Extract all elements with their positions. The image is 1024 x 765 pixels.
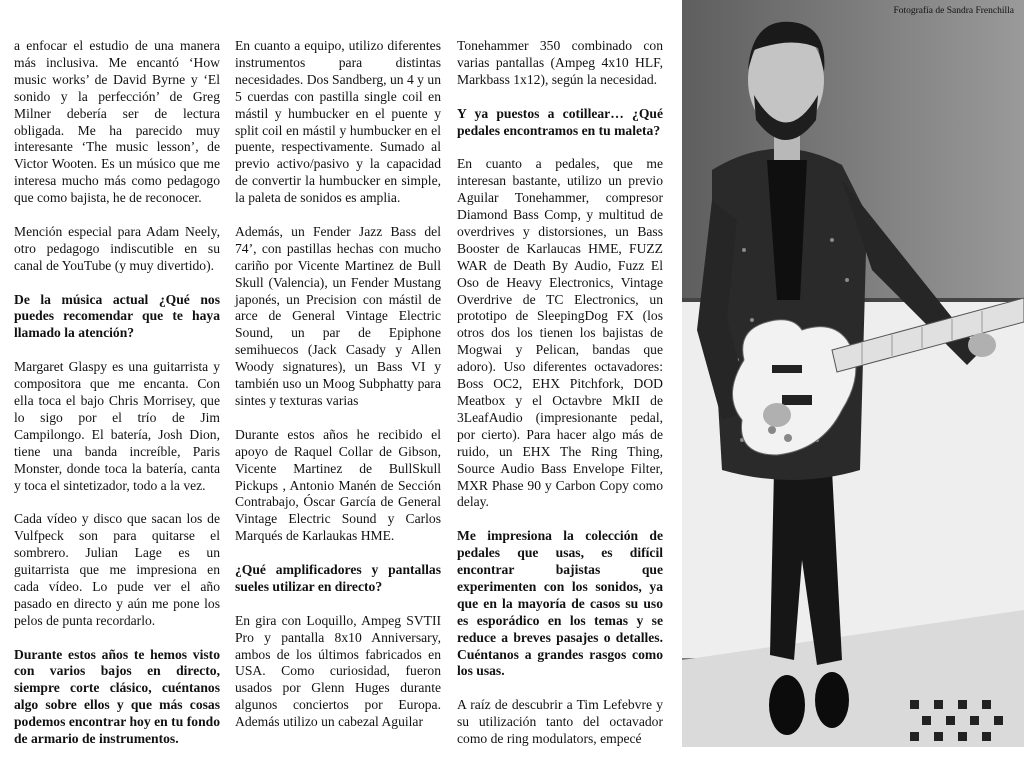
interview-question: Durante estos años te hemos visto con varios bajos en directo, siempre corte clásico, cuéntanos algo sobre ellos y que más cosas podemos encontrar hoy en tu fondo de armario de instrumentos. [14,646,220,747]
answer-paragraph: Cada vídeo y disco que sacan los de Vulfpeck son para quitarse el sombrero. Julian Lage es un guitarrista que me impresiona en cada vídeo. Lo pude ver el año pasado en directo y aún me pone los pelos de punta recordarlo. [14,511,220,628]
answer-paragraph: En cuanto a equipo, utilizo diferentes instrumentos para distintas necesidades. Dos Sandberg, un 4 y un 5 cuerdas con pastilla single coil en mástil y humbucker en el puente y split coil en mástil y humbucker en el puente, respectivamente. Sumado al previo activo/pasivo y la capacidad de convertir la humbucker en simple, la paleta de sonidos es amplia. [235,38,441,206]
answer-paragraph: En cuanto a pedales, que me interesan bastante, utilizo un previo Aguilar Tonehammer, compresor Diamond Bass Comp, y multitud de overdrives y distorsiones, un Bass Booster de Karlaucas HME, FUZZ WAR de Death By Audio, Fuzz El Oso de Heavy Electronics, Vintage Overdrive de TC Electronics, un prototipo de SleepingDog FX (los otros dos los tienen los bajistas de Mogwai y Pelican, bandas que adoro). Uso diferentes octavadores: Boss OC2, EHX Pitchfork, DOD Meatbox y el Octavbre MkII de 3LeafAudio (impresionante pedal, por cierto). Para hacer algo más de ruido, un EHX The Ring Thing, Source Audio Bass Envelope Filter, MXR Phase 90 y Carbon Copy como delay. [457,156,663,510]
answer-paragraph: A raíz de descubrir a Tim Lefebvre y su utilización tanto del octavador como de ring modulators, empecé [457,697,663,747]
text-column-3 [457,38,663,765]
answer-paragraph: Además, un Fender Jazz Bass del 74’, con pastillas hechas con mucho cariño por Vicente Martinez de Bull Skull (Valencia), un Fender Mustang japonés, un Precision con mástil de arce de General Vintage Electric Sound, un par de Epiphone semihuecos (Jack Casady y Allen Woody signatures), un Bass VI y también uso un Moog Subphatty para sintes y texturas varias [235,223,441,409]
answer-paragraph: a enfocar el estudio de una manera más inclusiva. Me encantó ‘How music works’ de David Byrne y ‘El sonido y la perfección’ de Greg Milner debería ser de lectura obligada. Me ha parecido muy interesante ‘The music lesson’, de Victor Wooten. Es un músico que me interesa mucho más como pedagogo que como bajista, he de reconocer. [14,38,220,206]
text-column-2 [235,38,441,748]
photo-credit: Fotografía de Sandra Frenchilla [893,6,1014,16]
bassist-illustration [682,0,1024,747]
interview-question: Y ya puestos a cotillear… ¿Qué pedales encontramos en tu maleta? [457,105,663,138]
answer-paragraph: Tonehammer 350 combinado con varias pantallas (Ampeg 4x10 HLF, Markbass 1x12), según la necesidad. [457,38,663,87]
bassist-photo [682,0,1024,747]
answer-paragraph: En gira con Loquillo, Ampeg SVTII Pro y pantalla 8x10 Anniversary, ambos de los últimos fabricados en USA. Como curiosidad, fueron usados por Glenn Huges durante algunos conciertos por Europa. Además utilizo un cabezal Aguilar [235,612,441,730]
interview-question: De la música actual ¿Qué nos puedes recomendar que te haya llamado la atención? [14,291,220,341]
answer-paragraph: Margaret Glaspy es una guitarrista y compositora que me encanta. Con ella toca el bajo Chris Morrisey, que lo sigo por el trío de Jim Campilongo. El batería, Josh Dion, tiene una banda increíble, Paris Monster, donde toca la batería, canta y toca el sintetizador, todo a la vez. [14,359,220,493]
text-column-1 [14,38,220,765]
answer-paragraph: Mención especial para Adam Neely, otro pedagogo indiscutible en su canal de YouTube (y muy divertido). [14,223,220,273]
answer-paragraph: Durante estos años he recibido el apoyo de Raquel Collar de Gibson, Vicente Martinez de BullSkull Pickups , Antonio Manén de Sección Contrabajo, Óscar García de General Vintage Electric Sound y Carlos Marqués de Karlaukas HME. [235,426,441,544]
interview-question: ¿Qué amplificadores y pantallas sueles utilizar en directo? [235,562,441,594]
interview-question: Me impresiona la colección de pedales que usas, es difícil encontrar bajistas que experimenten con los sonidos, ya que en la mayoría de casos su uso es esporádico en los temas y se reduce a breves pasajes o detalles. Cuéntanos a grandes rasgos como los usas. [457,528,663,679]
